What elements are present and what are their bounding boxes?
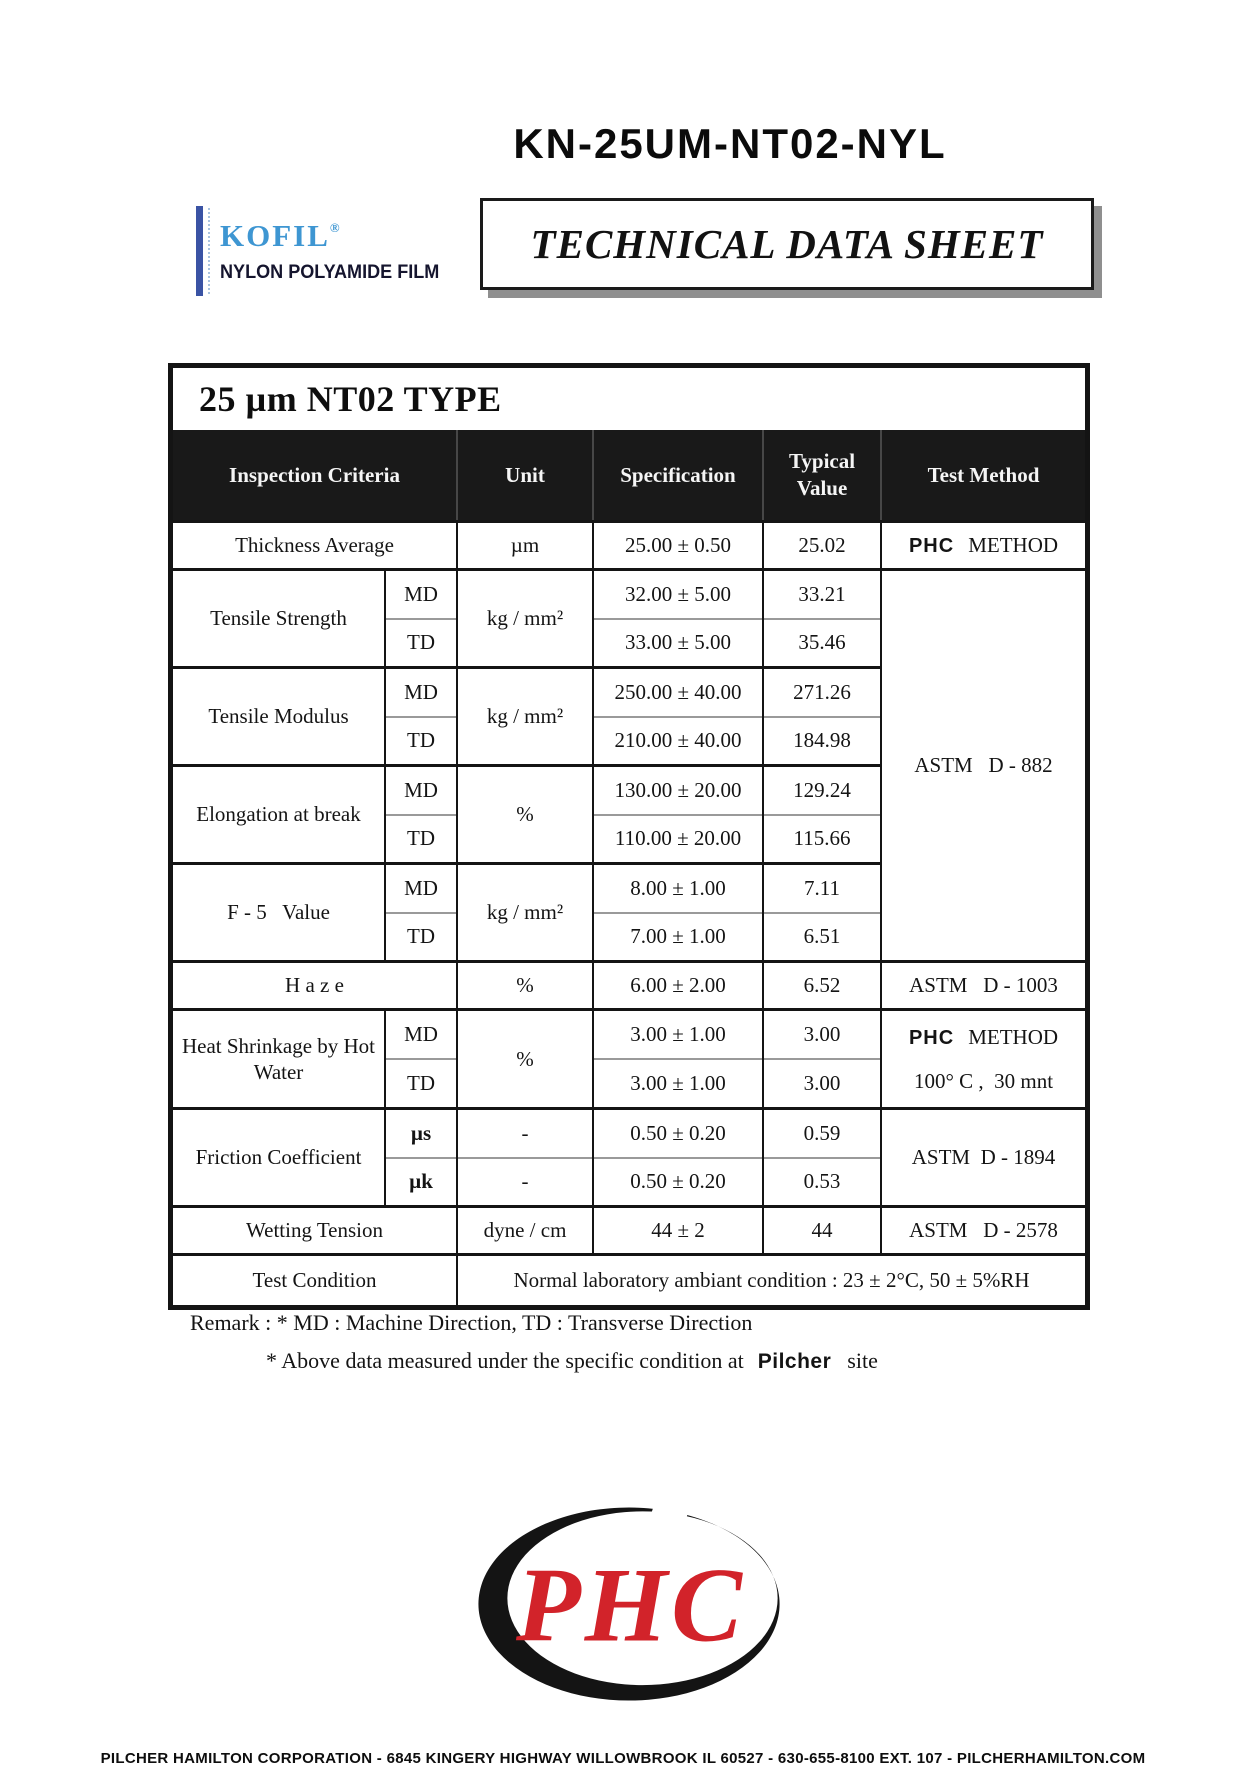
table-row-friction-us <box>173 1109 1085 1158</box>
sheet-title: TECHNICAL DATA SHEET <box>530 221 1044 267</box>
test-condition-value: Normal laboratory ambiant condition : 23 ± 2°C, 50 ± 5%RH <box>457 1255 1085 1305</box>
astm-d1003-text: ASTM D - 1003 <box>909 973 1058 997</box>
friction-us-typical: 0.59 <box>763 1109 881 1158</box>
brand-dotted-line <box>208 208 210 294</box>
friction-uk: µk <box>385 1158 457 1207</box>
method-word: METHOD <box>968 1024 1059 1049</box>
heat-shrinkage-td: TD <box>385 1059 457 1109</box>
astm-d2578-text: ASTM D - 2578 <box>909 1218 1058 1242</box>
f5-md-spec: 8.00 ± 1.00 <box>593 864 763 913</box>
table-header-row <box>173 430 1085 522</box>
friction-method <box>881 1109 1085 1207</box>
method-word: METHOD <box>968 533 1059 557</box>
heat-shrinkage-method <box>881 1010 1085 1109</box>
column-header-test-method: Test Method <box>881 430 1085 522</box>
phc-logo-text: PHC <box>516 1545 746 1664</box>
astm-d882-text: ASTM D - 882 <box>914 753 1053 777</box>
thickness-method <box>881 522 1085 570</box>
thickness-label: Thickness Average <box>173 522 457 570</box>
tensile-strength-td: TD <box>385 619 457 668</box>
astm-d882-method <box>881 570 1085 962</box>
brand-logo-text <box>220 218 340 254</box>
tensile-strength-md-spec: 32.00 ± 5.00 <box>593 570 763 619</box>
elongation-label: Elongation at break <box>173 766 385 864</box>
tensile-modulus-td-typical: 184.98 <box>763 717 881 766</box>
column-header-criteria: Inspection Criteria <box>173 430 457 522</box>
table-title: 25 µm NT02 TYPE <box>173 368 1085 430</box>
test-condition-label: Test Condition <box>173 1255 457 1305</box>
tensile-strength-label: Tensile Strength <box>173 570 385 668</box>
f5-label: F - 5 Value <box>173 864 385 962</box>
brand-block <box>196 206 496 298</box>
heat-shrinkage-label: Heat Shrinkage by Hot Water <box>173 1010 385 1109</box>
heat-shrinkage-method-lines <box>882 1011 1085 1107</box>
heat-shrinkage-td-typical: 3.00 <box>763 1059 881 1109</box>
remark-line2-prefix: * Above data measured under the specific condition at <box>266 1348 744 1373</box>
phc-brand-text: PHC <box>908 1026 955 1049</box>
f5-td-typical: 6.51 <box>763 913 881 962</box>
wetting-method <box>881 1207 1085 1255</box>
haze-unit: % <box>457 962 593 1010</box>
f5-md-typical: 7.11 <box>763 864 881 913</box>
heat-shrinkage-unit: % <box>457 1010 593 1109</box>
f5-unit: kg / mm² <box>457 864 593 962</box>
brand-accent-bar <box>196 206 203 296</box>
tensile-modulus-md-spec: 250.00 ± 40.00 <box>593 668 763 717</box>
f5-td-spec: 7.00 ± 1.00 <box>593 913 763 962</box>
haze-method <box>881 962 1085 1010</box>
tensile-modulus-md: MD <box>385 668 457 717</box>
phc-brand-text: PHC <box>908 535 955 557</box>
elongation-unit: % <box>457 766 593 864</box>
friction-us: µs <box>385 1109 457 1158</box>
friction-us-unit: - <box>457 1109 593 1158</box>
tensile-modulus-td-spec: 210.00 ± 40.00 <box>593 717 763 766</box>
wetting-label: Wetting Tension <box>173 1207 457 1255</box>
elongation-td: TD <box>385 815 457 864</box>
wetting-unit: dyne / cm <box>457 1207 593 1255</box>
remark-line2-suffix: site <box>847 1348 878 1373</box>
heat-shrinkage-method-line2: 100° C , 30 mnt <box>913 1068 1054 1093</box>
tensile-modulus-md-typical: 271.26 <box>763 668 881 717</box>
footer-address: PILCHER HAMILTON CORPORATION - 6845 KINGERY HIGHWAY WILLOWBROOK IL 60527 - 630-655-8100 EXT. 107 - PILCHERHAMILTON.COM <box>100 1750 1146 1767</box>
friction-label: Friction Coefficient <box>173 1109 385 1207</box>
doc-code-title: KN-25UM-NT02-NYL <box>513 120 947 167</box>
column-header-specification: Specification <box>593 430 763 522</box>
haze-label: H a z e <box>173 962 457 1010</box>
heat-shrinkage-td-spec: 3.00 ± 1.00 <box>593 1059 763 1109</box>
astm-d1894-text: ASTM D - 1894 <box>911 1145 1056 1169</box>
table-row-thickness <box>173 522 1085 570</box>
haze-typical: 6.52 <box>763 962 881 1010</box>
column-header-typical-value: Typical Value <box>763 430 881 522</box>
heat-shrinkage-md: MD <box>385 1010 457 1060</box>
remark-line1: Remark : * MD : Machine Direction, TD : Transverse Direction <box>190 1310 753 1335</box>
thickness-typical: 25.02 <box>763 522 881 570</box>
spec-table <box>173 430 1085 1305</box>
elongation-md-spec: 130.00 ± 20.00 <box>593 766 763 815</box>
phc-logo-swoosh-icon <box>464 1494 794 1716</box>
tensile-modulus-label: Tensile Modulus <box>173 668 385 766</box>
table-row-test-condition <box>173 1255 1085 1305</box>
friction-uk-typical: 0.53 <box>763 1158 881 1207</box>
table-row-tensile-strength-md <box>173 570 1085 619</box>
wetting-typical: 44 <box>763 1207 881 1255</box>
wetting-spec: 44 ± 2 <box>593 1207 763 1255</box>
tensile-strength-td-typical: 35.46 <box>763 619 881 668</box>
friction-us-spec: 0.50 ± 0.20 <box>593 1109 763 1158</box>
table-row-heat-shrinkage-md <box>173 1010 1085 1060</box>
table-row-wetting <box>173 1207 1085 1255</box>
friction-uk-unit: - <box>457 1158 593 1207</box>
haze-spec: 6.00 ± 2.00 <box>593 962 763 1010</box>
brand-subtitle: NYLON POLYAMIDE FILM <box>220 262 440 283</box>
remark-site-name: Pilcher <box>757 1350 832 1373</box>
column-header-unit: Unit <box>457 430 593 522</box>
elongation-md: MD <box>385 766 457 815</box>
spec-table-box <box>168 363 1090 1310</box>
elongation-md-typical: 129.24 <box>763 766 881 815</box>
tensile-strength-unit: kg / mm² <box>457 570 593 668</box>
thickness-spec: 25.00 ± 0.50 <box>593 522 763 570</box>
sheet-title-box <box>480 198 1094 290</box>
phc-logo <box>464 1494 794 1716</box>
f5-td: TD <box>385 913 457 962</box>
thickness-unit: µm <box>457 522 593 570</box>
elongation-td-typical: 115.66 <box>763 815 881 864</box>
tensile-modulus-td: TD <box>385 717 457 766</box>
tensile-strength-td-spec: 33.00 ± 5.00 <box>593 619 763 668</box>
registered-trademark-icon: ® <box>329 220 340 235</box>
brand-name-text: KOFIL <box>220 218 330 253</box>
elongation-td-spec: 110.00 ± 20.00 <box>593 815 763 864</box>
heat-shrinkage-md-typical: 3.00 <box>763 1010 881 1060</box>
tensile-modulus-unit: kg / mm² <box>457 668 593 766</box>
heat-shrinkage-md-spec: 3.00 ± 1.00 <box>593 1010 763 1060</box>
table-row-haze <box>173 962 1085 1010</box>
tensile-strength-md: MD <box>385 570 457 619</box>
friction-uk-spec: 0.50 ± 0.20 <box>593 1158 763 1207</box>
f5-md: MD <box>385 864 457 913</box>
heat-shrinkage-method-line1 <box>909 1025 1058 1050</box>
tensile-strength-md-typical: 33.21 <box>763 570 881 619</box>
remark-line2 <box>266 1348 878 1374</box>
